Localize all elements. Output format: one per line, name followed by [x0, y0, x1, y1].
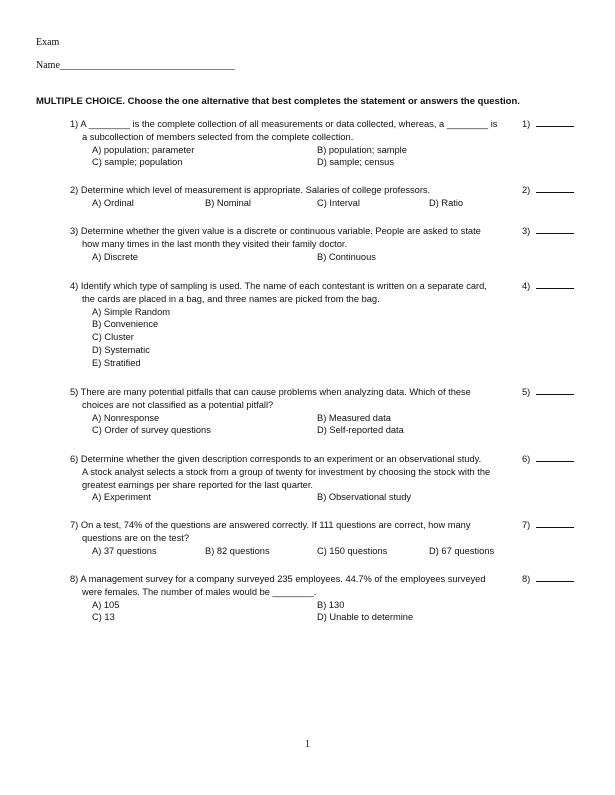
choice-7a[interactable]: A) 37 questions: [92, 545, 157, 556]
question-7-line-2: questions are on the test?: [82, 532, 189, 543]
page-number: 1: [305, 739, 310, 750]
answer-blank-1[interactable]: [522, 118, 574, 129]
question-6-choices: [92, 491, 510, 504]
choice-2a[interactable]: A) Ordinal: [92, 197, 134, 208]
choice-1d[interactable]: D) sample; census: [317, 157, 394, 168]
choice-2c[interactable]: C) Interval: [317, 197, 360, 208]
answer-blank-2[interactable]: [522, 184, 574, 195]
question-5-line-2: choices are not classified as a potential pitfall?: [82, 399, 274, 410]
question-5-line-1: 5) There are many potential pitfalls that can cause problems when analyzing data. Which of these: [70, 387, 471, 397]
answer-blank-7[interactable]: [522, 519, 574, 530]
choice-6b[interactable]: B) Observational study: [317, 492, 412, 503]
question-3-choices: [92, 251, 510, 264]
question-1: [70, 118, 510, 169]
choice-8d[interactable]: D) Unable to determine: [317, 612, 414, 623]
question-1-choices: [92, 144, 510, 170]
question-6-line-3: greatest earnings per share reported for the last quarter.: [82, 479, 314, 490]
question-3: [70, 225, 510, 263]
choice-3b[interactable]: B) Continuous: [317, 251, 376, 262]
choice-7d[interactable]: D) 67 questions: [429, 545, 495, 556]
choice-5a[interactable]: A) Nonresponse: [92, 412, 160, 423]
answer-5-number: 5): [522, 387, 531, 397]
choice-7b[interactable]: B) 82 questions: [205, 545, 270, 556]
answer-2-number: 2): [522, 185, 531, 195]
question-5-choices: [92, 412, 510, 438]
question-7: [70, 519, 510, 557]
choice-4e[interactable]: E) Stratified: [92, 357, 141, 368]
choice-8a[interactable]: A) 105: [92, 599, 120, 610]
answer-1-number: 1): [522, 119, 531, 129]
answer-blank-6[interactable]: [522, 453, 574, 464]
choice-5b[interactable]: B) Measured data: [317, 412, 391, 423]
instructions-heading: MULTIPLE CHOICE. Choose the one alternative that best completes the statement or answers the question.: [36, 96, 520, 107]
question-6-line-1: 6) Determine whether the given description corresponds to an experiment or an observational study.: [70, 454, 482, 464]
choice-8c[interactable]: C) 13: [92, 612, 115, 623]
question-4-line-1: 4) Identify which type of sampling is used. The name of each contestant is written on a separate card,: [70, 281, 487, 291]
question-1-line-1: 1) A ________ is the complete collection of all measurements or data collected, whereas, a ________ is: [70, 119, 498, 129]
choice-1c[interactable]: C) sample; population: [92, 157, 183, 168]
choice-8b[interactable]: B) 130: [317, 599, 345, 610]
question-3-line-2: how many times in the last month they visited their family doctor.: [82, 238, 348, 249]
answer-4-number: 4): [522, 281, 531, 291]
choice-7c[interactable]: C) 150 questions: [317, 545, 388, 556]
choice-6a[interactable]: A) Experiment: [92, 492, 151, 503]
question-6: [70, 453, 510, 504]
question-8-line-1: 8) A management survey for a company surveyed 235 employees. 44.7% of the employees surveyed: [70, 574, 486, 584]
answer-3-number: 3): [522, 226, 531, 236]
choice-4b[interactable]: B) Convenience: [92, 319, 159, 330]
question-2-line-1: 2) Determine which level of measurement is appropriate. Salaries of college professors.: [70, 185, 431, 195]
question-7-choices: [92, 545, 510, 558]
question-1-line-2: a subcollection of members selected from the complete collection.: [82, 131, 354, 142]
question-8-line-2: were females. The number of males would be ________.: [82, 586, 317, 597]
answer-blank-5[interactable]: [522, 386, 574, 397]
name-field-label: Name___________________________________: [36, 60, 235, 71]
answer-blank-3[interactable]: [522, 225, 574, 236]
exam-label: Exam: [36, 37, 60, 48]
choice-3a[interactable]: A) Discrete: [92, 251, 138, 262]
choice-2d[interactable]: D) Ratio: [429, 197, 464, 208]
choice-1a[interactable]: A) population; parameter: [92, 144, 195, 155]
question-4-choices: [92, 306, 510, 370]
question-4: [70, 280, 510, 370]
question-2-choices: [92, 197, 510, 210]
question-2: [70, 184, 510, 210]
answer-7-number: 7): [522, 520, 531, 530]
choice-4c[interactable]: C) Cluster: [92, 332, 134, 343]
question-8-choices: [92, 599, 510, 625]
answer-blank-8[interactable]: [522, 573, 574, 584]
choice-2b[interactable]: B) Nominal: [205, 197, 251, 208]
question-6-line-2: A stock analyst selects a stock from a group of twenty for investment by choosing the stock with the: [82, 466, 491, 477]
question-3-line-1: 3) Determine whether the given value is a discrete or continuous variable. People are asked to state: [70, 226, 481, 236]
answer-blank-4[interactable]: [522, 280, 574, 291]
question-8: [70, 573, 510, 624]
question-7-line-1: 7) On a test, 74% of the questions are answered correctly. If 111 questions are correct, how many: [70, 520, 471, 530]
choice-5c[interactable]: C) Order of survey questions: [92, 425, 211, 436]
choice-5d[interactable]: D) Self-reported data: [317, 425, 404, 436]
choice-1b[interactable]: B) population; sample: [317, 144, 407, 155]
answer-6-number: 6): [522, 454, 531, 464]
question-4-line-2: the cards are placed in a bag, and three names are picked from the bag.: [82, 293, 380, 304]
answer-8-number: 8): [522, 574, 531, 584]
choice-4d[interactable]: D) Systematic: [92, 344, 150, 355]
question-5: [70, 386, 510, 437]
choice-4a[interactable]: A) Simple Random: [92, 306, 171, 317]
